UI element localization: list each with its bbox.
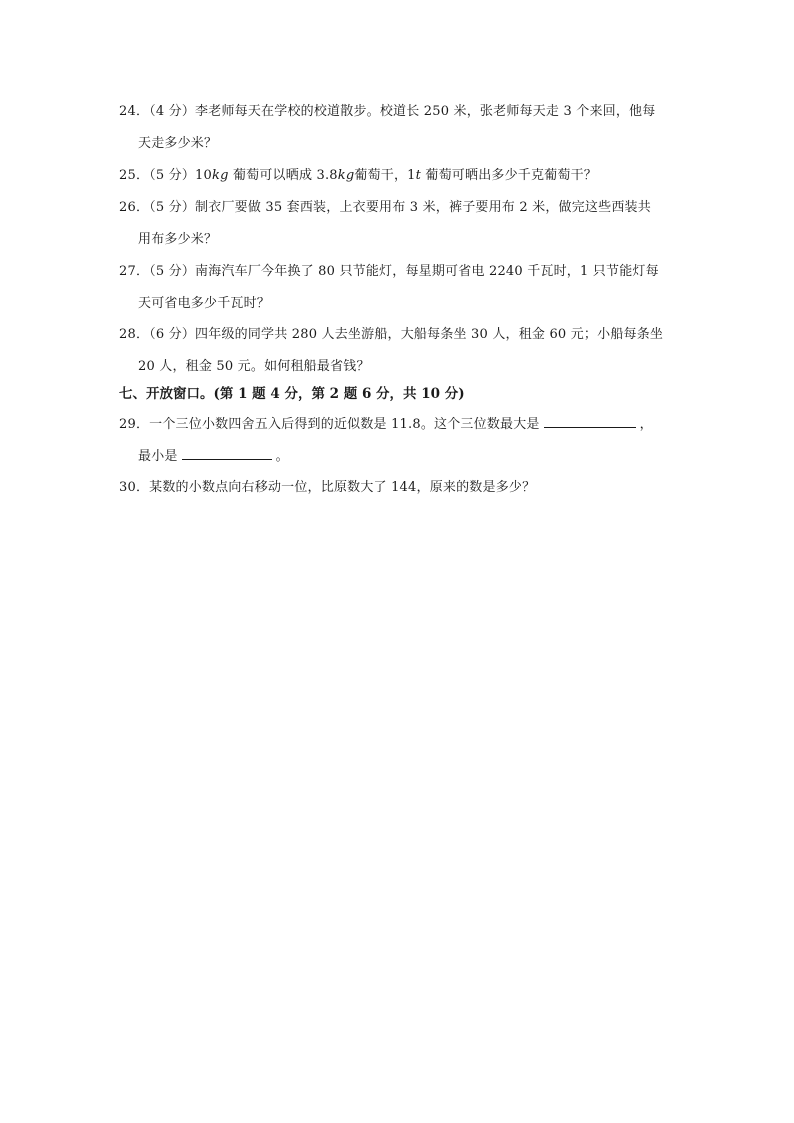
- answer-blank-min[interactable]: [182, 445, 272, 460]
- question-25-line-1: [119, 160, 679, 192]
- question-30-line-1: 30．某数的小数点向右移动一位，比原数大了 144，原来的数是多少？: [119, 480, 536, 495]
- question-29-punct-1: ，: [639, 417, 653, 432]
- question-27-line-1: 27．（5 分）南海汽车厂今年换了 80 只节能灯，每星期可省电 2240 千瓦时，1 只节能灯每: [119, 264, 659, 279]
- question-26-line-1: 26．（5 分）制衣厂要做 35 套西装，上衣要用布 3 米，裤子要用布 2 米，做完这些西装共: [119, 200, 651, 215]
- unit-kg-1: kg: [212, 168, 229, 183]
- question-27: [119, 256, 679, 320]
- question-25-suffix: 葡萄可晒出多少千克葡萄干？: [421, 168, 598, 183]
- question-27-line-2: 天可省电多少千瓦时？: [138, 296, 271, 311]
- question-24-line-2: 天走多少米？: [138, 136, 218, 151]
- question-29-text-2: 最小是: [138, 449, 178, 464]
- question-29-line-2: [119, 441, 679, 473]
- unit-t: t: [415, 168, 422, 183]
- unit-kg-2: kg: [337, 168, 355, 183]
- question-25-mid-2: 葡萄干，1: [354, 168, 416, 183]
- question-28-line-1: 28．（6 分）四年级的同学共 280 人去坐游船，大船每条坐 30 人，租金 60 元；小船每条坐: [119, 327, 664, 342]
- question-26: [119, 192, 679, 256]
- answer-blank-max[interactable]: [544, 413, 636, 428]
- question-24: [119, 96, 679, 160]
- question-26-line-2: 用布多少米？: [138, 232, 218, 247]
- question-28-line-2: 20 人，租金 50 元。如何租船最省钱？: [138, 359, 370, 374]
- question-25: [119, 160, 679, 192]
- question-29-line-1: [119, 409, 679, 441]
- section-7-title: 七、开放窗口。(第 1 题 4 分，第 2 题 6 分，共 10 分): [119, 386, 465, 402]
- question-28: [119, 319, 679, 383]
- question-29-punct-2: 。: [275, 449, 289, 464]
- question-29-text-1: 29．一个三位小数四舍五入后得到的近似数是 11.8。这个三位数最大是: [119, 417, 540, 432]
- question-25-prefix: 25．（5 分）10: [119, 168, 212, 183]
- question-24-line-1: 24．（4 分）李老师每天在学校的校道散步。校道长 250 米，张老师每天走 3 个来回，他每: [119, 104, 656, 119]
- question-30: [119, 472, 679, 504]
- question-25-mid-1: 葡萄可以晒成 3.8: [228, 168, 338, 183]
- question-29: [119, 409, 679, 473]
